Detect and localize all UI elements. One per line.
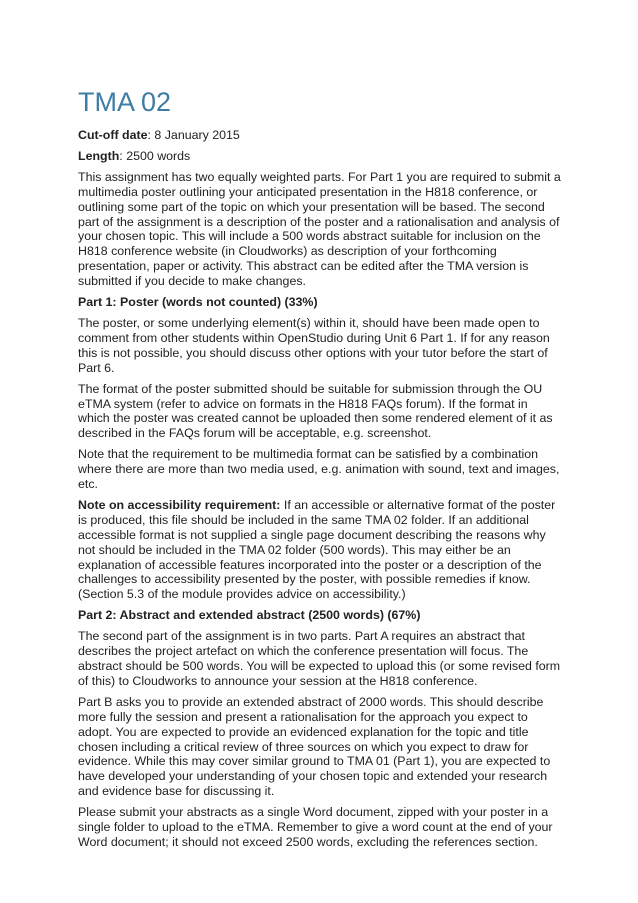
part2-heading: Part 2: Abstract and extended abstract (2500 words) (67%) xyxy=(78,608,421,623)
cutoff-date: Cut-off date: 8 January 2015 xyxy=(78,128,240,142)
document-page xyxy=(78,86,561,856)
part1-paragraph-3: Note that the requirement to be multimedia format can be satisfied by a combination where there are more than two media used, e.g. animation with sound, text and images, etc. xyxy=(78,447,560,492)
part1-heading: Part 1: Poster (words not counted) (33%) xyxy=(78,295,318,310)
part2-paragraph-1: The second part of the assignment is in two parts. Part A requires an abstract that describes the project artefact on which the conference presentation will focus. The abstract should be 500 words. You will be expected to upload this (or some revised form of this) to Cloudworks to announce your session at the H818 conference. xyxy=(78,629,561,688)
cutoff-date-value: 8 January 2015 xyxy=(154,128,240,142)
part2-paragraph-3: Please submit your abstracts as a single Word document, zipped with your poster in a single folder to upload to the eTMA. Remember to give a word count at the end of your Word document; it should not exceed 2500 words, excluding the references section. xyxy=(78,805,553,849)
length-value: 2500 words xyxy=(126,148,191,163)
intro-paragraph: This assignment has two equally weighted parts. For Part 1 you are required to submit a multimedia poster outlining your anticipated presentation in the H818 conference, or outlining some part of the topic on which your presentation will be based. The second part of the assignment is a description of the poster and a rationalisation and analysis of your chosen topic. This will include a 500 words abstract suitable for inclusion on the H818 conference website (in Cloudworks) as description of your forthcoming presentation, paper or activity. This abstract can be edited after the TMA version is submitted if you decide to make changes. xyxy=(78,169,561,289)
accessibility-note xyxy=(78,498,561,602)
document-title: TMA 02 xyxy=(78,87,172,117)
part2-paragraph-2: Part B asks you to provide an extended abstract of 2000 words. This should describe more fully the session and present a rationalisation for the approach you expect to adopt. You are expected to provide an evidenced explanation for the topic and title chosen including a critical review of three sources on which you expect to draw for evidence. While this may cover similar ground to TMA 01 (Part 1), you are expected to have developed your understanding of your chosen topic and extended your research and evidence base for discussing it. xyxy=(78,694,551,799)
length-label: Length xyxy=(78,148,120,163)
cutoff-date-label: Cut-off date xyxy=(78,128,148,142)
part1-paragraph-1: The poster, or some underlying element(s) within it, should have been made open to comment from other students within OpenStudio during Unit 6 Part 1. If for any reason this is not possible, you should discuss other options with your tutor before the start of Part 6. xyxy=(78,315,550,375)
accessibility-note-label: Note on accessibility requirement: xyxy=(78,497,281,512)
length: Length: 2500 words xyxy=(78,148,191,163)
accessibility-note-text: If an accessible or alternative format of the poster is produced, this file should be included in the same TMA 02 folder. If an additional accessible format is not supplied a single page document describing the reasons why not should be included in the TMA 02 folder (500 words). This may either be an explanation of accessible features incorporated into the poster or a description of the challenges to accessibility presented by the poster, with possible remedies if know. (Section 5.3 of the module provides advice on accessibility.) xyxy=(78,497,556,602)
part1-paragraph-2: The format of the poster submitted should be suitable for submission through the OU eTMA system (refer to advice on formats in the H818 FAQs forum). If the format in which the poster was created cannot be uploaded then some rendered element of it as described in the FAQs forum will be acceptable, e.g. screenshot. xyxy=(78,381,553,441)
